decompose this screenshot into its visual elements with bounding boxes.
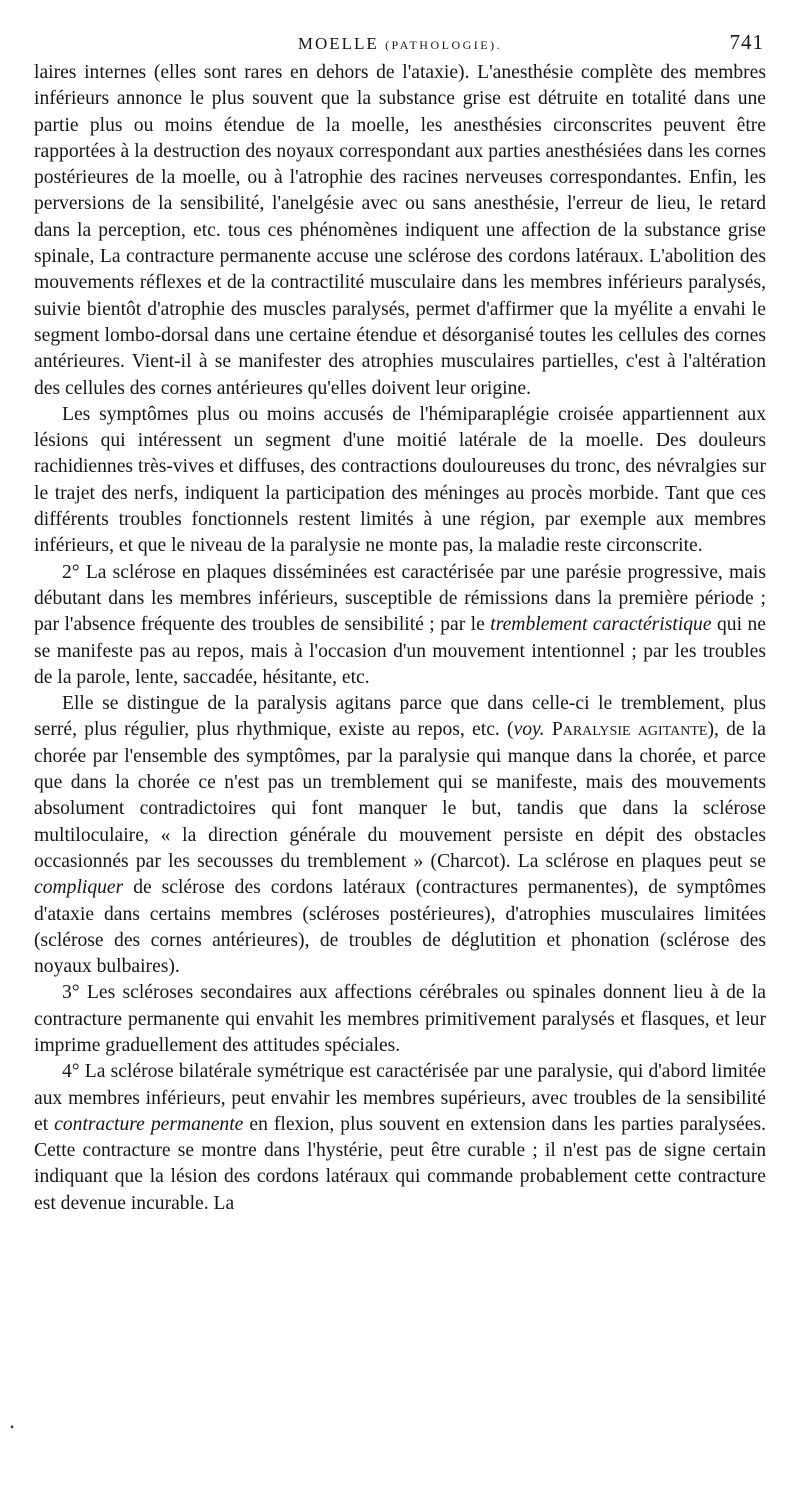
running-head xyxy=(34,30,766,60)
text-run: qui ne se manifeste pas au repos, mais à l'occasion d'un mouvement intentionnel ; par les troubles de la parole, lente, saccadée, hésitante, etc. xyxy=(34,614,766,688)
paragraph xyxy=(34,1059,766,1217)
running-title-main: MOELLE xyxy=(297,34,379,53)
page-number: 741 xyxy=(729,30,764,54)
paragraph xyxy=(34,691,766,980)
paragraph xyxy=(34,402,766,560)
paragraph xyxy=(34,560,766,691)
text-run: en flexion, plus souvent en extension dans les parties paralysées. Cette contracture se montre dans l'hystérie, peut être curable ; il n'est pas de signe certain indiquant que la lésion des cordons latéraux qui commande probablement cette contracture est devenue incurable. La xyxy=(34,1113,766,1214)
running-title xyxy=(34,34,766,54)
text-run: 2° La sclérose en plaques disséminées est caractérisée par une parésie progressive, mais débutant dans les membres inférieurs, susceptible de rémissions dans la première période ; par l'absence fréquente des troubles de sensibilité ; par le xyxy=(34,561,766,636)
text-run xyxy=(545,719,552,740)
small-caps-text: Paralysie agitante xyxy=(551,719,708,741)
body-text xyxy=(34,60,766,1217)
text-run: 3° Les scléroses secondaires aux affections cérébrales ou spinales donnent lieu à de la contracture permanente qui envahit les membres primitivement paralysés et flasques, et leur imprime graduellement des attitudes spéciales. xyxy=(34,982,766,1056)
running-title-subtitle: (PATHOLOGIE). xyxy=(385,38,503,52)
text-run: laires internes (elles sont rares en dehors de l'ataxie). L'anesthésie complète des membres inférieurs annonce le plus souvent que la substance grise est détruite en totalité dans une partie plus ou moins étendue de la moelle, les anesthésies circonscrites peuvent être rapportées à la destruction des noyaux correspondant aux parties anesthésiées dans les cornes postérieures de la moelle, ou à l'atrophie des racines nerveuses correspondantes. Enfin, les perversions de la sensibilité, l'anelgésie avec ou sans anesthésie, l'erreur de lieu, le retard dans la perception, etc. tous ces phénomènes indiquent une affection de la substance grise spinale, La contracture permanente accuse une sclérose des cordons latéraux. L'abolition des mouvements réflexes et de la contractilité musculaire dans les membres inférieurs paralysés, suivie bientôt d'atrophie des muscles paralysés, permet d'affirmer que la myélite a envahi le segment lombo-dorsal dans une certaine étendue et désorganisé toutes les cellules des cornes antérieures. Vient-il à se manifester des atrophies musculaires partielles, c'est à l'altération des cellules des cornes antérieures qu'elles doivent leur origine. xyxy=(34,62,766,399)
text-run: de sclérose des cordons latéraux (contractures permanentes), de symptômes d'ataxie dans certains membres (scléroses postérieures), d'atrophies musculaires limitées (sclérose des cornes antérieures), de troubles de déglutition et phonation (sclérose des noyaux bulbaires). xyxy=(34,877,766,978)
text-run: ), de la chorée par l'ensemble des symptômes, par la paralysie qui manque dans la chorée, et parce que dans la chorée ce n'est pas un tremblement qui se manifeste, mais des mouvements absolument contradictoires qui font manquer le but, tandis que dans la sclérose multiloculaire, « la direction générale du mouvement persiste en dépit des obstacles occasionnés par les secousses du tremblement » (Charcot). La sclérose en plaques peut se xyxy=(34,719,766,872)
italic-text: tremblement caractéristique xyxy=(490,614,712,636)
paragraph xyxy=(34,60,766,402)
italic-text: voy. xyxy=(513,719,545,741)
text-run: 4° La sclérose bilatérale symétrique est caractérisée par une paralysie, qui d'abord limitée aux membres inférieurs, peut envahir les membres supérieurs, avec troubles de la sensibilité et xyxy=(34,1061,766,1135)
margin-dot: • xyxy=(10,1420,15,1434)
book-page xyxy=(34,30,766,1217)
italic-text: contracture permanente xyxy=(54,1113,244,1135)
text-run: Les symptômes plus ou moins accusés de l'hémiparaplégie croisée appartiennent aux lésions qui intéressent un segment d'une moitié latérale de la moelle. Des douleurs rachidiennes très-vives et diffuses, des contractions douloureuses du tronc, des névralgies sur le trajet des nerfs, indiquent la participation des méninges au procès morbide. Tant que ces différents troubles fonctionnels restent limités à une région, par exemple aux membres inférieurs, et que le niveau de la paralysie ne monte pas, la maladie reste circonscrite. xyxy=(34,403,766,557)
paragraph xyxy=(34,980,766,1059)
text-run: Elle se distingue de la paralysis agitans parce que dans celle-ci le tremblement, plus serré, plus régulier, plus rhythmique, existe au repos, etc. ( xyxy=(34,693,766,741)
italic-text: compliquer xyxy=(34,877,124,899)
